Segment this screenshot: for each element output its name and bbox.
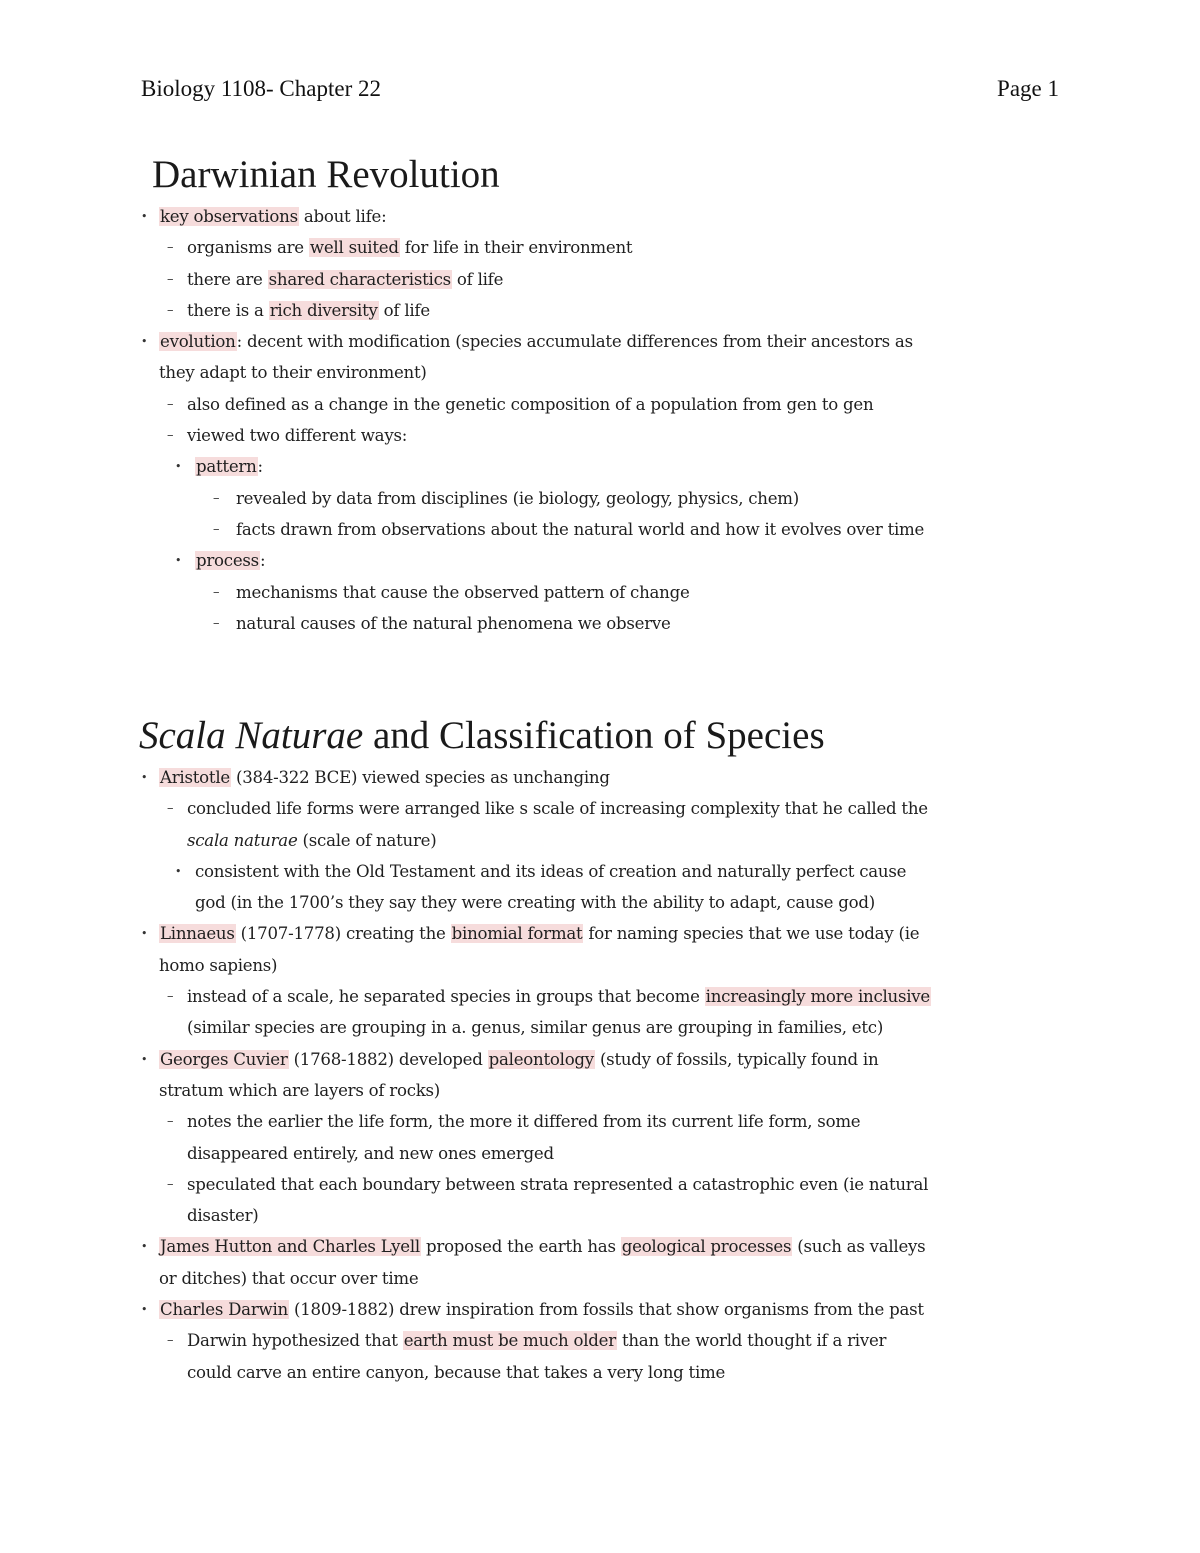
note-line: [141, 1169, 1071, 1200]
highlighted-term: Linnaeus: [160, 924, 235, 944]
highlighted-term: evolution: [160, 332, 236, 352]
dash-marker-icon: –: [167, 1333, 174, 1349]
note-text: (study of fossils, typically found in: [594, 1049, 879, 1069]
highlighted-term: shared characteristics: [268, 269, 451, 289]
dash-marker-icon: –: [167, 240, 174, 256]
section-title-italic: Scala Naturae: [139, 714, 364, 757]
note-line: [141, 1231, 1071, 1262]
note-line: [141, 545, 1071, 576]
note-line: [141, 451, 1071, 482]
bullet-marker-icon: •: [141, 771, 148, 784]
note-line-continuation: [141, 950, 1071, 981]
note-text: stratum which are layers of rocks): [159, 1080, 441, 1100]
note-line-continuation: [141, 357, 1071, 388]
note-text: for life in their environment: [399, 238, 633, 258]
note-text: : decent with modification (species accumulate differences from their ancestors as: [236, 332, 913, 352]
note-line: [141, 389, 1071, 420]
note-text: :: [259, 551, 266, 571]
note-text: instead of a scale, he separated species in groups that become: [187, 987, 705, 1007]
highlighted-term: earth must be much older: [403, 1331, 616, 1351]
note-text: notes the earlier the life form, the more it differed from its current life form, some: [187, 1112, 861, 1132]
dash-marker-icon: –: [167, 1176, 174, 1192]
dash-marker-icon: –: [167, 1114, 174, 1130]
note-line-continuation: [141, 887, 1071, 918]
note-text: speculated that each boundary between strata represented a catastrophic even (ie natural: [187, 1174, 929, 1194]
note-line: [141, 326, 1071, 357]
dash-marker-icon: –: [167, 989, 174, 1005]
note-text: (384-322 BCE) viewed species as unchanging: [230, 768, 610, 787]
note-line: [141, 918, 1071, 949]
note-line-continuation: [141, 1200, 1071, 1231]
note-text: mechanisms that cause the observed pattern of change: [236, 582, 690, 602]
italic-term: scala naturae: [187, 830, 298, 850]
note-text: of life: [378, 300, 430, 320]
section-title-rest: and Classification of Species: [363, 714, 825, 757]
note-text: or ditches) that occur over time: [159, 1268, 419, 1288]
section-title-scala-naturae: [139, 714, 825, 758]
note-text: proposed the earth has: [420, 1237, 621, 1257]
dash-marker-icon: –: [167, 302, 174, 318]
note-line-continuation: [141, 1138, 1071, 1169]
highlighted-term: Aristotle: [160, 768, 230, 787]
note-line-continuation: [141, 825, 1071, 856]
highlighted-term: geological processes: [621, 1237, 792, 1257]
note-text: concluded life forms were arranged like s scale of increasing complexity that he called the: [187, 799, 928, 819]
note-line: [141, 981, 1071, 1012]
note-line-continuation: [141, 1075, 1071, 1106]
section-darwinian-revolution-notes: [141, 201, 1071, 639]
bullet-marker-icon: •: [175, 460, 182, 474]
note-line: [141, 856, 1071, 887]
note-text: :: [257, 457, 263, 477]
note-line: [141, 295, 1071, 326]
note-line: [141, 1325, 1071, 1356]
note-text: god (in the 1700’s they say they were creating with the ability to adapt, cause god): [195, 893, 875, 913]
note-line: [141, 264, 1071, 295]
dash-marker-icon: –: [167, 801, 174, 817]
note-line: [141, 232, 1071, 263]
dash-marker-icon: –: [213, 615, 220, 631]
note-text: consistent with the Old Testament and its ideas of creation and naturally perfect cause: [195, 861, 907, 881]
note-text: viewed two different ways:: [187, 426, 408, 446]
note-line: [141, 577, 1071, 608]
highlighted-term: Georges Cuvier: [160, 1049, 288, 1069]
note-text: (similar species are grouping in a. genus, similar genus are grouping in families, etc): [187, 1018, 884, 1038]
highlighted-term: Charles Darwin: [160, 1300, 288, 1320]
highlighted-term: process: [196, 551, 259, 571]
note-text: for naming species that we use today (ie: [583, 924, 920, 944]
note-line: [141, 608, 1071, 639]
dash-marker-icon: –: [213, 584, 220, 600]
highlighted-term: James Hutton and Charles Lyell: [160, 1237, 420, 1257]
note-line: [141, 201, 1071, 232]
note-text: (such as valleys: [792, 1237, 926, 1257]
section-title-darwinian-revolution: Darwinian Revolution: [152, 153, 500, 196]
note-text: of life: [451, 269, 504, 289]
note-line: [141, 793, 1071, 824]
note-text: (1768-1882) developed: [288, 1049, 488, 1069]
note-text: they adapt to their environment): [159, 363, 427, 383]
note-text: (1707-1778) creating the: [235, 924, 451, 944]
bullet-marker-icon: •: [141, 335, 148, 349]
note-text: (scale of nature): [297, 830, 437, 850]
note-text: there is a: [187, 300, 269, 320]
highlighted-term: paleontology: [488, 1049, 594, 1069]
note-text: disappeared entirely, and new ones emerged: [187, 1143, 554, 1163]
note-text: facts drawn from observations about the natural world and how it evolves over time: [236, 519, 925, 539]
page-header: [141, 76, 1059, 108]
highlighted-term: rich diversity: [269, 300, 378, 320]
bullet-marker-icon: •: [141, 927, 148, 941]
course-chapter-title: Biology 1108- Chapter 22: [141, 76, 381, 101]
note-line-continuation: [141, 1357, 1071, 1388]
note-text: about life:: [298, 207, 387, 226]
bullet-marker-icon: •: [141, 1303, 148, 1317]
note-text: Darwin hypothesized that: [187, 1331, 403, 1351]
note-text: also defined as a change in the genetic composition of a population from gen to gen: [187, 394, 874, 414]
note-text: natural causes of the natural phenomena we observe: [236, 613, 671, 633]
note-line: [141, 483, 1071, 514]
dash-marker-icon: –: [167, 428, 174, 444]
bullet-marker-icon: •: [175, 864, 182, 878]
highlighted-term: key observations: [160, 207, 298, 226]
note-line: [141, 1294, 1071, 1325]
bullet-marker-icon: •: [175, 554, 182, 568]
page-number: Page 1: [997, 76, 1059, 101]
note-text: homo sapiens): [159, 955, 278, 975]
note-text: could carve an entire canyon, because that takes a very long time: [187, 1362, 726, 1382]
note-line: [141, 1106, 1071, 1137]
highlighted-term: increasingly more inclusive: [705, 987, 930, 1007]
bullet-marker-icon: •: [141, 210, 148, 223]
note-line-continuation: [141, 1263, 1071, 1294]
note-text: than the world thought if a river: [616, 1331, 887, 1351]
dash-marker-icon: –: [213, 521, 220, 537]
bullet-marker-icon: •: [141, 1240, 148, 1254]
highlighted-term: well suited: [309, 238, 399, 258]
dash-marker-icon: –: [213, 490, 220, 506]
note-line: [141, 514, 1071, 545]
note-text: (1809-1882) drew inspiration from fossils that show organisms from the past: [288, 1300, 924, 1320]
section-scala-naturae-notes: [141, 762, 1071, 1388]
highlighted-term: pattern: [196, 457, 257, 477]
note-line: [141, 420, 1071, 451]
note-text: organisms are: [187, 238, 309, 258]
note-line: [141, 1044, 1071, 1075]
note-text: there are: [187, 269, 268, 289]
note-text: revealed by data from disciplines (ie biology, geology, physics, chem): [236, 488, 800, 508]
note-line-continuation: [141, 1012, 1071, 1043]
highlighted-term: binomial format: [451, 924, 583, 944]
note-line: [141, 762, 1071, 793]
note-text: disaster): [187, 1206, 259, 1226]
dash-marker-icon: –: [167, 396, 174, 412]
bullet-marker-icon: •: [141, 1052, 148, 1066]
dash-marker-icon: –: [167, 271, 174, 287]
